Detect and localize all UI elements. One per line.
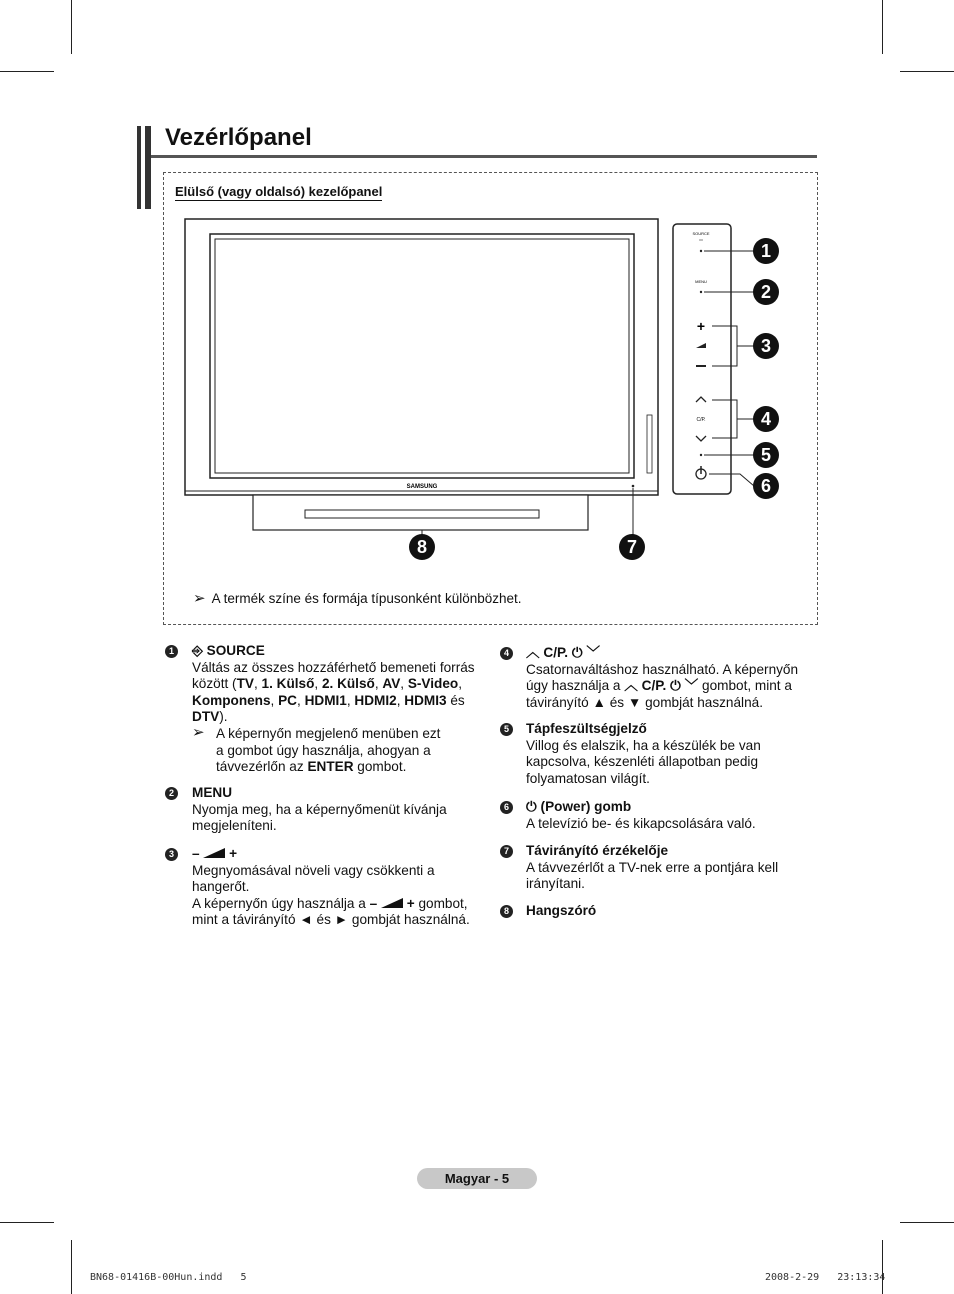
crop-mark [882,0,883,54]
item-number: 6 [500,801,513,814]
item-number: 8 [500,905,513,918]
sensor-dot [632,485,635,488]
volume-icon [203,848,225,858]
crop-mark [0,1222,54,1223]
crop-mark [900,71,954,72]
tv-diagram [175,210,805,575]
callout-6: 6 [753,473,779,499]
chevron-down-icon: ﹀ [586,645,600,660]
crop-mark [71,0,72,54]
note-arrow-icon: ➢ [193,590,206,607]
svg-text:▭: ▭ [699,237,703,242]
power-icon: ⏻ [526,799,537,814]
note-arrow-icon: ➢ [192,723,205,741]
figure-subtitle: Elülső (vagy oldalsó) kezelőpanel [175,184,383,199]
callout-2: 2 [753,279,779,305]
crop-mark [71,1240,72,1294]
callout-7: 7 [619,534,645,560]
callout-3: 3 [753,333,779,359]
item-number: 2 [165,787,178,800]
crop-mark [882,1240,883,1294]
page-title: Vezérlőpanel [165,124,312,151]
svg-text:C/P.: C/P. [696,417,706,423]
imprint-file: BN68-01416B-00Hun.indd 5 [90,1272,247,1283]
tv-screen [215,239,629,473]
svg-text:+: + [696,318,706,334]
callout-8: 8 [409,534,435,560]
svg-text:MENU: MENU [695,279,707,284]
page-number: Magyar - 5 [417,1168,537,1189]
item-number: 1 [165,645,178,658]
item-number: 5 [500,723,513,736]
power-icon: ⏻ [571,645,583,660]
item-number: 7 [500,845,513,858]
svg-text:SOURCE: SOURCE [692,231,710,236]
title-rule [151,155,817,158]
item-number: 3 [165,848,178,861]
chevron-up-icon: ︿ [526,645,540,660]
speaker-grille [305,510,539,518]
control-panel [673,224,731,494]
chevron-up-icon: ︿ [624,678,638,694]
brand-logo: SAMSUNG [406,484,438,490]
volume-icon [381,898,403,908]
power-icon: ⏻ [670,678,681,694]
callout-5: 5 [753,442,779,468]
item-number: 4 [500,647,513,660]
crop-mark [0,71,54,72]
callout-1: 1 [753,238,779,264]
callout-4: 4 [753,406,779,432]
chevron-down-icon: ﹀ [684,678,699,694]
source-icon: ⎆ [192,643,203,658]
crop-mark [900,1222,954,1223]
imprint-date: 2008-2-29 23:13:34 [765,1272,886,1283]
figure-note: ➢ A termék színe és formája típusonként különbözhet. [193,590,522,607]
